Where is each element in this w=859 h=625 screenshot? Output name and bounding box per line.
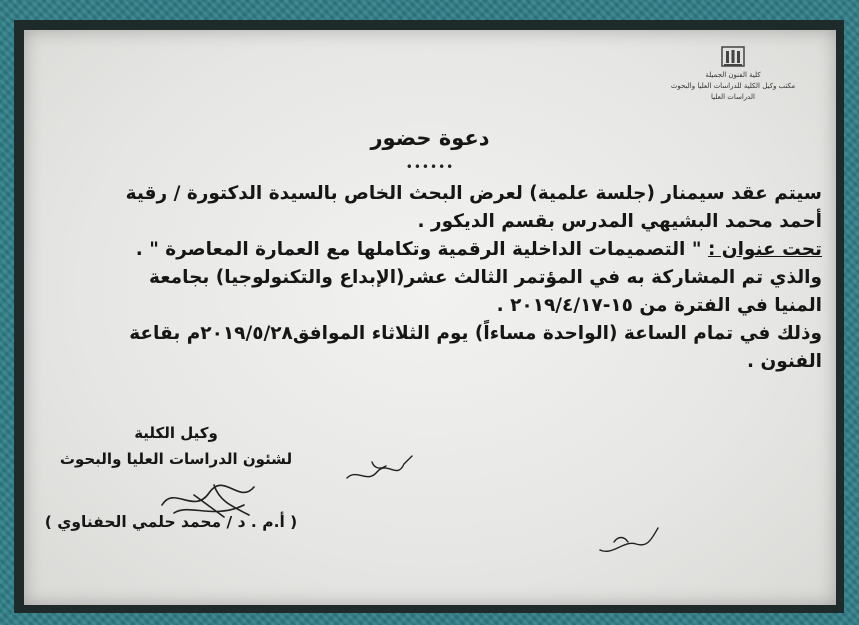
invitation-body — [38, 180, 822, 376]
handwritten-note-signature — [342, 450, 422, 490]
body-line: سيتم عقد سيمنار (جلسة علمية) لعرض البحث الخاص بالسيدة الدكتورة / رقية — [125, 183, 822, 204]
topic-label: تحت عنوان : — [707, 239, 822, 260]
signature-title — [36, 420, 316, 472]
document-page — [24, 30, 836, 605]
body-line: والذي تم المشاركة به في المؤتمر الثالث عشر(الإبداع والتكنولوجيا) بجامعة — [149, 267, 822, 288]
handwritten-note-taqdim — [594, 520, 664, 560]
title-ornament: •••••• — [405, 160, 455, 174]
signature-office: لشئون الدراسات العليا والبحوث — [59, 450, 293, 468]
letterhead-office: مكتب وكيل الكلية للدراسات العليا والبحوث — [670, 82, 796, 90]
faculty-logo-icon — [720, 44, 746, 68]
body-line: وذلك في تمام الساعة (الواحدة مساءاً) يوم الثلاثاء الموافق٢٠١٩/٥/٢٨م بقاعة — [129, 323, 822, 344]
signatory-name: ( أ.م . د / محمد حلمي الحفناوي ) — [44, 513, 298, 531]
signature-role: وكيل الكلية — [134, 424, 218, 442]
letterhead — [648, 44, 818, 103]
topic-text: " التصميمات الداخلية الرقمية وتكاملها مع العمارة المعاصرة " . — [135, 239, 708, 260]
body-line: أحمد محمد البشيهي المدرس بقسم الديكور . — [417, 211, 822, 232]
page-title: دعوة حضور — [370, 126, 490, 150]
letterhead-faculty: كلية الفنون الجميلة — [705, 71, 761, 79]
letterhead-department: الدراسات العليا — [711, 93, 755, 101]
body-line: الفنون . — [746, 351, 822, 372]
topic-line — [38, 236, 822, 264]
body-line: المنيا في الفترة من ١٥-٢٠١٩/٤/١٧ . — [496, 295, 822, 316]
